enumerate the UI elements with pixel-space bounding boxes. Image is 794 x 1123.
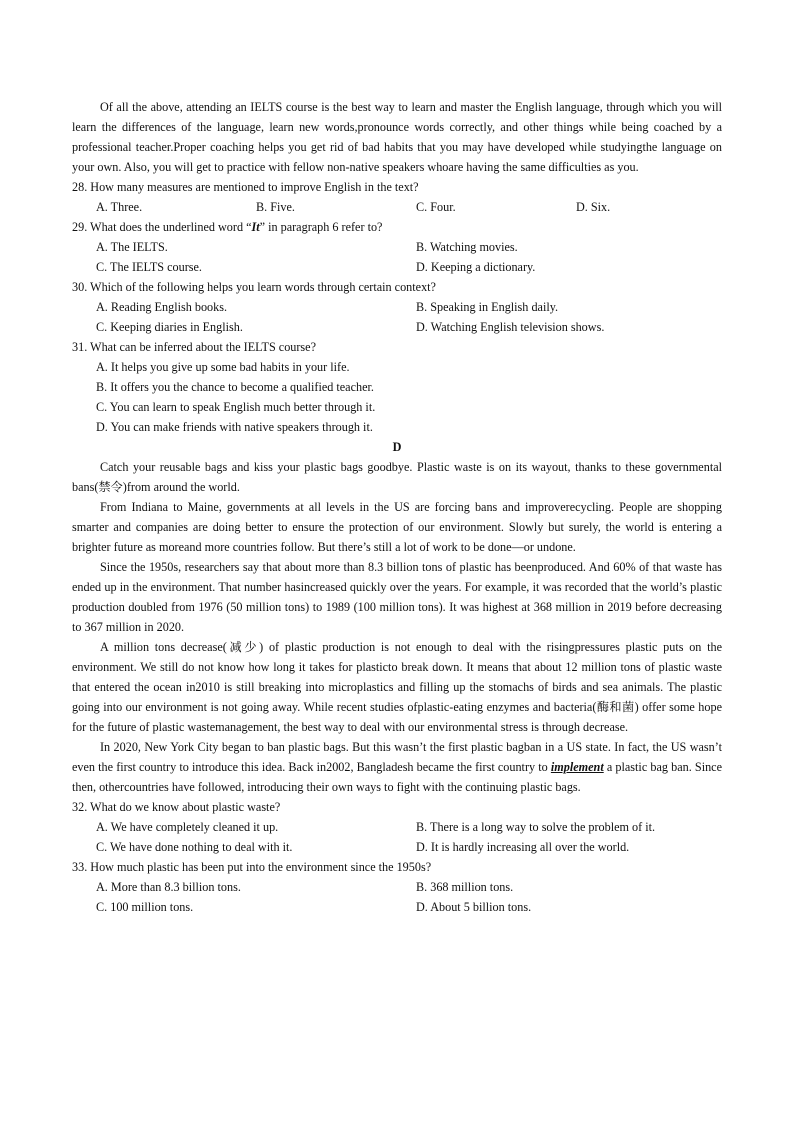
question-29-options-row2 bbox=[72, 257, 722, 277]
question-31: 31. What can be inferred about the IELTS course? bbox=[72, 340, 316, 354]
option-29-c[interactable]: C. The IELTS course. bbox=[96, 260, 202, 274]
option-31-b[interactable]: B. It offers you the chance to become a qualified teacher. bbox=[96, 380, 374, 394]
question-32-options-row2 bbox=[72, 837, 722, 857]
option-28-a[interactable]: A. Three. bbox=[96, 200, 143, 214]
option-29-d[interactable]: D. Keeping a dictionary. bbox=[416, 260, 536, 274]
option-33-a[interactable]: A. More than 8.3 billion tons. bbox=[96, 880, 241, 894]
option-28-b[interactable]: B. Five. bbox=[256, 200, 295, 214]
question-28-options bbox=[72, 197, 722, 217]
option-31-a[interactable]: A. It helps you give up some bad habits in your life. bbox=[96, 360, 350, 374]
passage-d-paragraph-4: A million tons decrease(减少) of plastic production is not enough to deal with the risingpressures plastic puts on the environment. We still do not know how long it takes for plasticto break down. It means that about 12 million tons of plastic waste that entered the ocean in2010 is still breaking into microplastics and filling up the stomachs of birds and sea animals. The plastic going into our environment is not going away. While recent studies ofplastic-eating enzymes and bacteria(酶和菌) offer some hope for the future of plastic wastemanagement, the best way to deal with our environmental stress is through decrease. bbox=[72, 640, 722, 734]
question-33: 33. How much plastic has been put into the environment since the 1950s? bbox=[72, 860, 432, 874]
option-33-c[interactable]: C. 100 million tons. bbox=[96, 900, 194, 914]
question-28: 28. How many measures are mentioned to improve English in the text? bbox=[72, 180, 419, 194]
exam-page bbox=[72, 97, 722, 917]
question-32: 32. What do we know about plastic waste? bbox=[72, 800, 281, 814]
question-29: 29. What does the underlined word “It” in paragraph 6 refer to? bbox=[72, 220, 383, 234]
option-30-a[interactable]: A. Reading English books. bbox=[96, 300, 228, 314]
option-32-c[interactable]: C. We have done nothing to deal with it. bbox=[96, 840, 293, 854]
option-29-b[interactable]: B. Watching movies. bbox=[416, 240, 518, 254]
option-30-b[interactable]: B. Speaking in English daily. bbox=[416, 300, 559, 314]
option-28-c[interactable]: C. Four. bbox=[416, 200, 456, 214]
passage-c-last-paragraph: Of all the above, attending an IELTS course is the best way to learn and master the English language, through which you will learn the differences of the language, learn new words,pronounce words correctly, and other things while being coached by a professional teacher.Proper coaching helps you get rid of bad habits that you may have developed while studyingthe language on your own. Also, you will get to practice with fellow non-native speakers whoare having the same difficulties as you. bbox=[72, 100, 722, 174]
question-33-options-row2 bbox=[72, 897, 722, 917]
question-30-options-row1 bbox=[72, 297, 722, 317]
underlined-word-implement: implement bbox=[550, 760, 604, 774]
section-d-heading: D bbox=[392, 440, 402, 454]
option-30-d[interactable]: D. Watching English television shows. bbox=[416, 320, 605, 334]
question-33-options-row1 bbox=[72, 877, 722, 897]
option-33-d[interactable]: D. About 5 billion tons. bbox=[416, 900, 532, 914]
option-32-b[interactable]: B. There is a long way to solve the problem of it. bbox=[416, 820, 656, 834]
underlined-word-it: It bbox=[251, 220, 260, 234]
option-31-c[interactable]: C. You can learn to speak English much better through it. bbox=[96, 400, 376, 414]
option-33-b[interactable]: B. 368 million tons. bbox=[416, 880, 514, 894]
question-30: 30. Which of the following helps you learn words through certain context? bbox=[72, 280, 436, 294]
question-30-options-row2 bbox=[72, 317, 722, 337]
passage-d-paragraph-1: Catch your reusable bags and kiss your plastic bags goodbye. Plastic waste is on its wayout, thanks to these governmental bans(禁令)from around the world. bbox=[72, 460, 722, 494]
option-32-a[interactable]: A. We have completely cleaned it up. bbox=[96, 820, 279, 834]
option-29-a[interactable]: A. The IELTS. bbox=[96, 240, 168, 254]
question-29-options-row1 bbox=[72, 237, 722, 257]
question-32-options-row1 bbox=[72, 817, 722, 837]
passage-d-paragraph-2: From Indiana to Maine, governments at all levels in the US are forcing bans and improverecycling. People are shopping smarter and companies are doing better to ensure the protection of our environment. Slowly but surely, the world is entering a brighter future as moreand more countries follow. But there’s still a lot of work to be done—or undone. bbox=[72, 500, 722, 554]
option-32-d[interactable]: D. It is hardly increasing all over the world. bbox=[416, 840, 630, 854]
option-30-c[interactable]: C. Keeping diaries in English. bbox=[96, 320, 243, 334]
passage-d-paragraph-3: Since the 1950s, researchers say that about more than 8.3 billion tons of plastic has beenproduced. And 60% of that waste has ended up in the environment. That number hasincreased quickly over the years. For example, it was recorded that the world’s plastic production doubled from 1976 (50 million tons) to 1989 (100 million tons). It was highest at 368 million in 2019 before decreasing to 367 million in 2020. bbox=[72, 560, 722, 634]
option-28-d[interactable]: D. Six. bbox=[576, 200, 611, 214]
option-31-d[interactable]: D. You can make friends with native speakers through it. bbox=[96, 420, 373, 434]
passage-d-paragraph-5: In 2020, New York City began to ban plastic bags. But this wasn’t the first plastic bagban in a US state. In fact, the US wasn’t even the first country to introduce this idea. Back in2002, Bangladesh became the first country to implement a plastic bag ban. Since then, othercountries have followed, introducing their own ways to fight with the continuing plastic bags. bbox=[72, 740, 722, 794]
